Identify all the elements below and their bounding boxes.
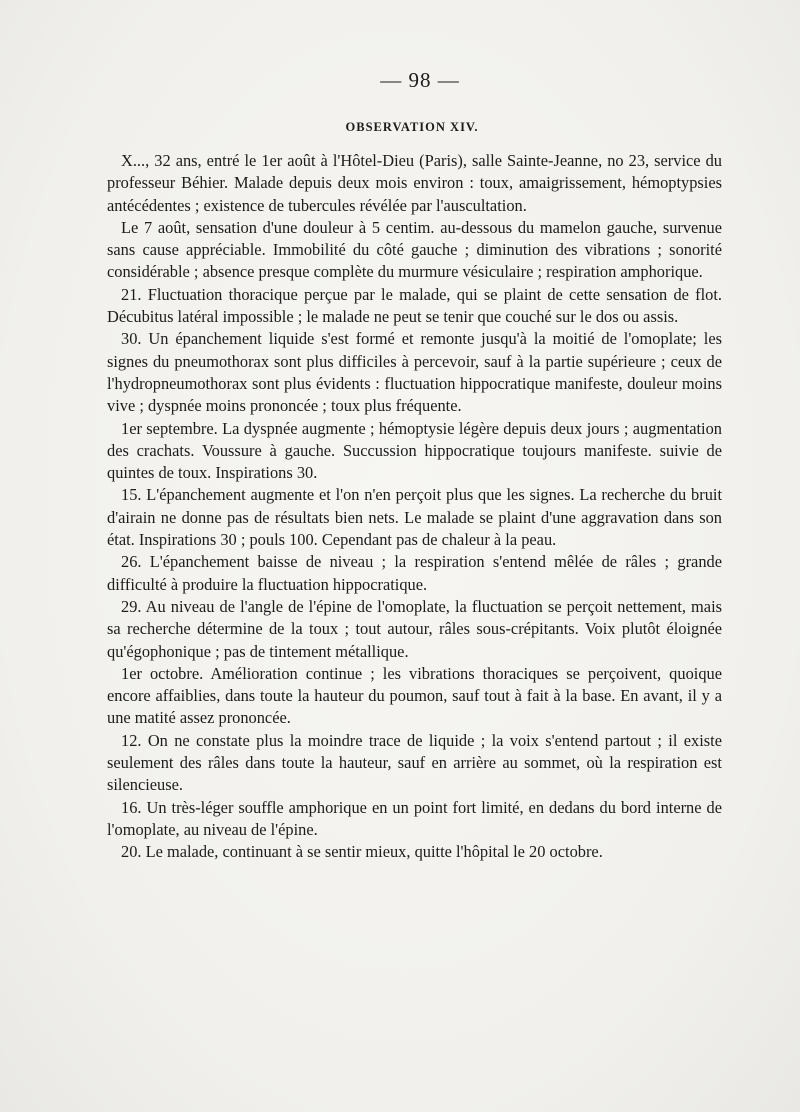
paragraph-21: 21. Fluctuation thoracique perçue par le malade, qui se plaint de cette sensation de flot. Décubitus latéral impossible ; le malade ne peut se tenir que couché sur le dos ou assis. [107,284,722,327]
paragraph-16: 16. Un très-léger souffle amphorique en un point fort limité, en dedans du bord interne de l'omoplate, au niveau de l'épine. [107,797,722,839]
observation-title: OBSERVATION XIV. [345,120,479,134]
paragraph-15: 15. L'épanchement augmente et l'on n'en perçoit plus que les signes. La recherche du bruit d'airain ne donne pas de résultats bien nets. Le malade se plaint d'une aggravation dans son état. Inspirations 30 ; pouls 100. Cependant pas de chaleur à la peau. [107,485,722,550]
paragraph-26: 26. L'épanchement baisse de niveau ; la respiration s'entend mêlée de râles ; grande difficulté à produire la fluctuation hippocratique. [107,552,722,594]
observation-text [107,150,722,864]
paragraph-30: 30. Un épanchement liquide s'est formé et remonte jusqu'à la moitié de l'omoplate; les signes du pneumothorax sont plus difficiles à percevoir, sauf à la partie supérieure ; ceux de l'hydropneumothorax sont plus évidents : fluctuation hippocratique manifeste, douleur moins vive ; dyspnée moins prononcée ; toux plus fréquente. [107,329,722,416]
paragraph-1-septembre: 1er septembre. La dyspnée augmente ; hémoptysie légère depuis deux jours ; augmentation des crachats. Voussure à gauche. Succussion hippocratique toujours manifeste. suivie de quintes de toux. Inspirations 30. [107,418,722,483]
paragraph-1-octobre: 1er octobre. Amélioration continue ; les vibrations thoraciques se perçoivent, quoique encore affaiblies, dans toute la hauteur du poumon, sauf tout à fait à la base. En avant, il y a une matité assez prononcée. [107,663,722,728]
paragraph-29: 29. Au niveau de l'angle de l'épine de l'omoplate, la fluctuation se perçoit nettement, mais sa recherche détermine de la toux ; tout autour, râles sous-crépitants. Voix plutôt éloignée qu'égophonique ; pas de tintement métallique. [107,596,722,661]
paragraph-intro: X..., 32 ans, entré le 1er août à l'Hôtel-Dieu (Paris), salle Sainte-Jeanne, no 23, service du professeur Béhier. Malade depuis deux mois environ : toux, amaigrissement, hémoptypsies antécédentes ; existence de tubercules révélée par l'auscultation. [107,151,722,215]
page-number: — 98 — [380,68,460,92]
paragraph-7-aout: Le 7 août, sensation d'une douleur à 5 centim. au-dessous du mamelon gauche, survenue sans cause appréciable. Immobilité du côté gauche ; diminution des vibrations ; sonorité considérable ; absence presque complète du murmure vésiculaire ; respiration amphorique. [107,217,722,282]
paragraph-20: 20. Le malade, continuant à se sentir mieux, quitte l'hôpital le 20 octobre. [121,842,603,862]
paragraph-12: 12. On ne constate plus la moindre trace de liquide ; la voix s'entend partout ; il existe seulement des râles dans toute la hauteur, sauf en arrière au sommet, où la respiration est silencieuse. [107,730,722,795]
